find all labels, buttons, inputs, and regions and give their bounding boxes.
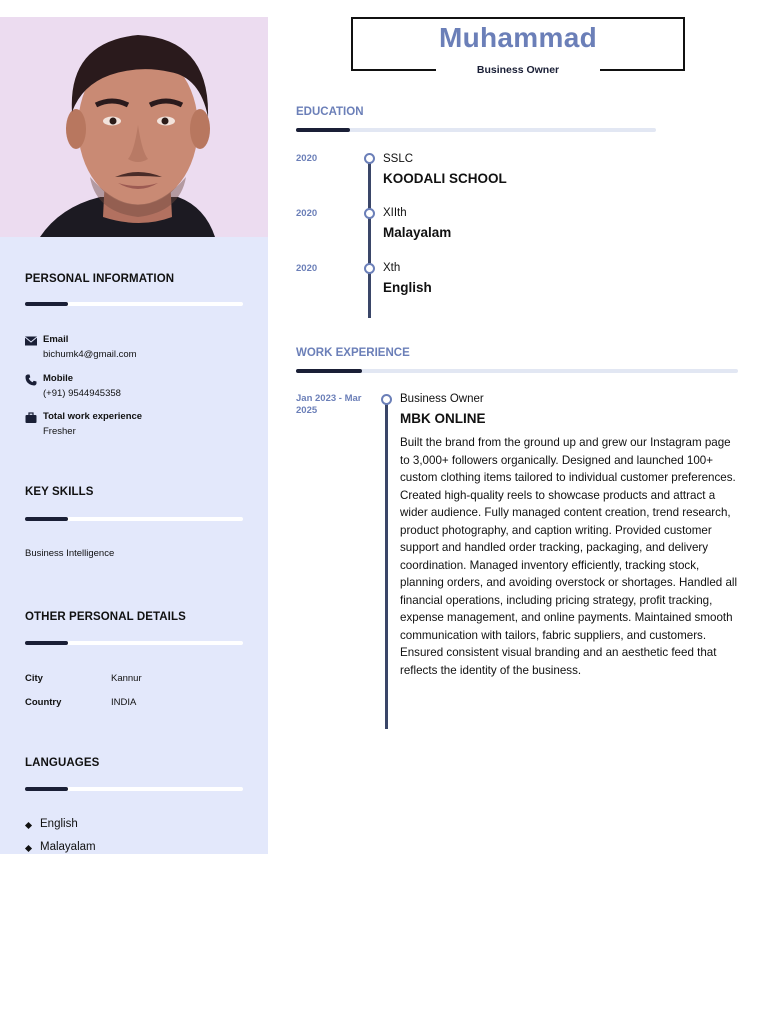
briefcase-icon [25,412,37,424]
profile-photo-illustration [0,17,268,237]
work-period-end: 2025 [296,405,318,416]
timeline-dot-icon [364,153,375,164]
timeline-dot-icon [381,394,392,405]
mobile-value[interactable]: (+91) 9544945358 [43,388,121,399]
candidate-role: Business Owner [476,64,560,76]
other-details-title: OTHER PERSONAL DETAILS [25,611,186,623]
key-skills-bar [25,517,243,521]
education-level: XIIth [383,207,407,219]
country-value: INDIA [111,697,137,708]
phone-icon [25,374,37,386]
education-school: Malayalam [383,225,452,240]
education-timeline [368,158,371,318]
language-label: Malayalam [40,841,96,853]
language-label: English [40,818,78,830]
work-timeline [385,400,388,729]
education-year: 2020 [296,153,318,164]
languages-title: LANGUAGES [25,757,100,769]
city-value: Kannur [111,673,142,684]
work-experience-bar [296,369,738,373]
education-year: 2020 [296,208,318,219]
country-label: Country [25,697,62,708]
email-label: Email [43,334,69,345]
education-level: SSLC [383,153,414,165]
timeline-dot-icon [364,263,375,274]
profile-photo [0,17,268,237]
city-label: City [25,673,43,684]
work-period: Jan 2023 - Mar [296,393,362,404]
education-school: English [383,280,432,295]
other-details-bar [25,641,243,645]
personal-information-title: PERSONAL INFORMATION [25,273,175,285]
education-year: 2020 [296,263,318,274]
mobile-label: Mobile [43,373,74,384]
work-experience-title: WORK EXPERIENCE [296,347,410,359]
languages-bar [25,787,243,791]
envelope-icon [25,335,37,347]
candidate-name: Muhammad [439,22,597,53]
experience-value: Fresher [43,426,76,437]
personal-information-bar [25,302,243,306]
education-level: Xth [383,262,401,274]
email-value[interactable]: bichumk4@gmail.com [43,349,137,360]
experience-label: Total work experience [43,411,143,422]
education-title: EDUCATION [296,106,364,118]
timeline-dot-icon [364,208,375,219]
work-company: MBK ONLINE [400,411,486,426]
work-role: Business Owner [400,393,484,405]
work-description: Built the brand from the ground up and grew our Instagram page to 3,000+ followers organically. Designed and launched 100+ custom clothing items tailored to individual customer preferences. Created high-quality reels to showcase products and attract a wider audience. Fully managed content creation, trend research, product photography, and caption writing. Provided customer support and handled order tracking, packaging, and delivery coordination. Managed inventory efficiently, tracking stock, planning orders, and avoiding overstock or shortages. Handled all financial operations, including pricing strategy, profit tracking, expense management, and online payments. Maintained smooth communication with tailors, fabric suppliers, and customers. Ensured consistent visual branding and an aesthetic feed that reflects the identity of the business. [400,436,738,677]
skill-item: Business Intelligence [25,548,115,559]
key-skills-title: KEY SKILLS [25,486,94,498]
sidebar [0,17,268,854]
education-school: KOODALI SCHOOL [383,171,507,186]
education-bar [296,128,656,132]
